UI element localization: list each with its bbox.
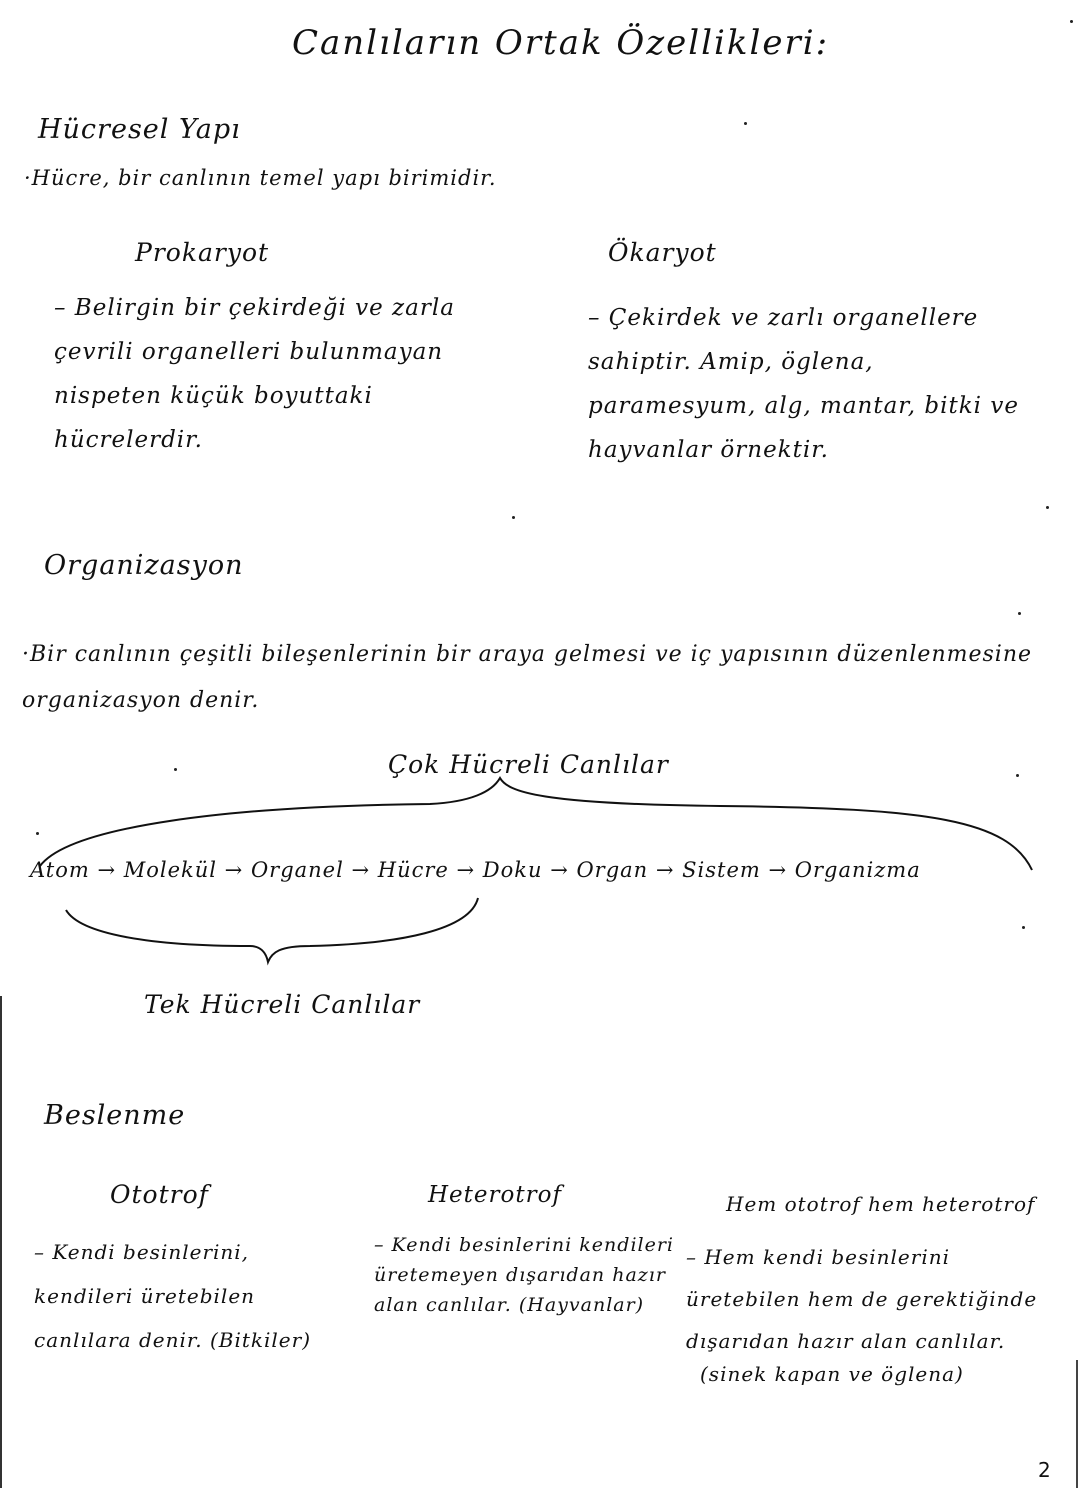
organization-heading: Organizasyon: [44, 550, 244, 581]
scan-speck: [1046, 506, 1049, 509]
page-right-edge: [1076, 1360, 1078, 1488]
heterotrof-text: – Kendi besinlerini kendileri üretemeyen dışarıdan hazır alan canlılar. (Hayvanlar): [374, 1234, 675, 1316]
cellular-heading: Hücresel Yapı: [38, 114, 241, 145]
multicellular-label: Çok Hücreli Canlılar: [388, 750, 669, 779]
scan-speck: [744, 122, 747, 125]
page-title: Canlıların Ortak Özellikleri:: [292, 23, 830, 63]
page-number: 2: [1038, 1458, 1052, 1482]
nutrition-heading: Beslenme: [44, 1100, 186, 1131]
unicellular-brace: [66, 898, 478, 962]
mixed-title: Hem ototrof hem heterotrof: [726, 1192, 1036, 1216]
okaryot-title: Ökaryot: [608, 238, 717, 267]
prokaryot-text: – Belirgin bir çekirdeği ve zarla çevrili organelleri bulunmayan nispeten küçük boyuttaki hücrelerdir.: [54, 295, 455, 453]
mixed-example: (sinek kapan ve öglena): [700, 1362, 964, 1386]
scan-speck: [1070, 20, 1073, 23]
multicellular-brace: [40, 778, 1032, 870]
scan-speck: [1018, 612, 1021, 615]
scan-speck: [512, 516, 515, 519]
mixed-text: – Hem kendi besinlerini üretebilen hem de gerektiğinde dışarıdan hazır alan canlılar.: [686, 1245, 1038, 1353]
okaryot-text: – Çekirdek ve zarlı organellere sahiptir. Amip, öglena, paramesyum, alg, mantar, bitki ve hayvanlar örnektir.: [588, 305, 1019, 463]
organization-text: ·Bir canlının çeşitli bileşenlerinin bir araya gelmesi ve iç yapısının düzenlenmesine organizasyon denir.: [22, 642, 1033, 713]
scan-speck: [36, 832, 39, 835]
scan-speck: [1022, 926, 1025, 929]
scan-speck: [1016, 774, 1019, 777]
unicellular-label: Tek Hücreli Canlılar: [144, 990, 421, 1019]
cellular-definition: ·Hücre, bir canlının temel yapı birimidir.: [24, 166, 497, 190]
ototrof-text: – Kendi besinlerini, kendileri üretebilen canlılara denir. (Bitkiler): [34, 1240, 311, 1352]
prokaryot-title: Prokaryot: [135, 238, 270, 267]
scan-speck: [174, 768, 177, 771]
organization-chain: Atom → Molekül → Organel → Hücre → Doku → Organ → Sistem → Organizma: [30, 858, 921, 882]
heterotrof-title: Heterotrof: [428, 1182, 562, 1208]
ototrof-title: Ototrof: [110, 1180, 209, 1209]
page-left-edge: [0, 996, 2, 1488]
